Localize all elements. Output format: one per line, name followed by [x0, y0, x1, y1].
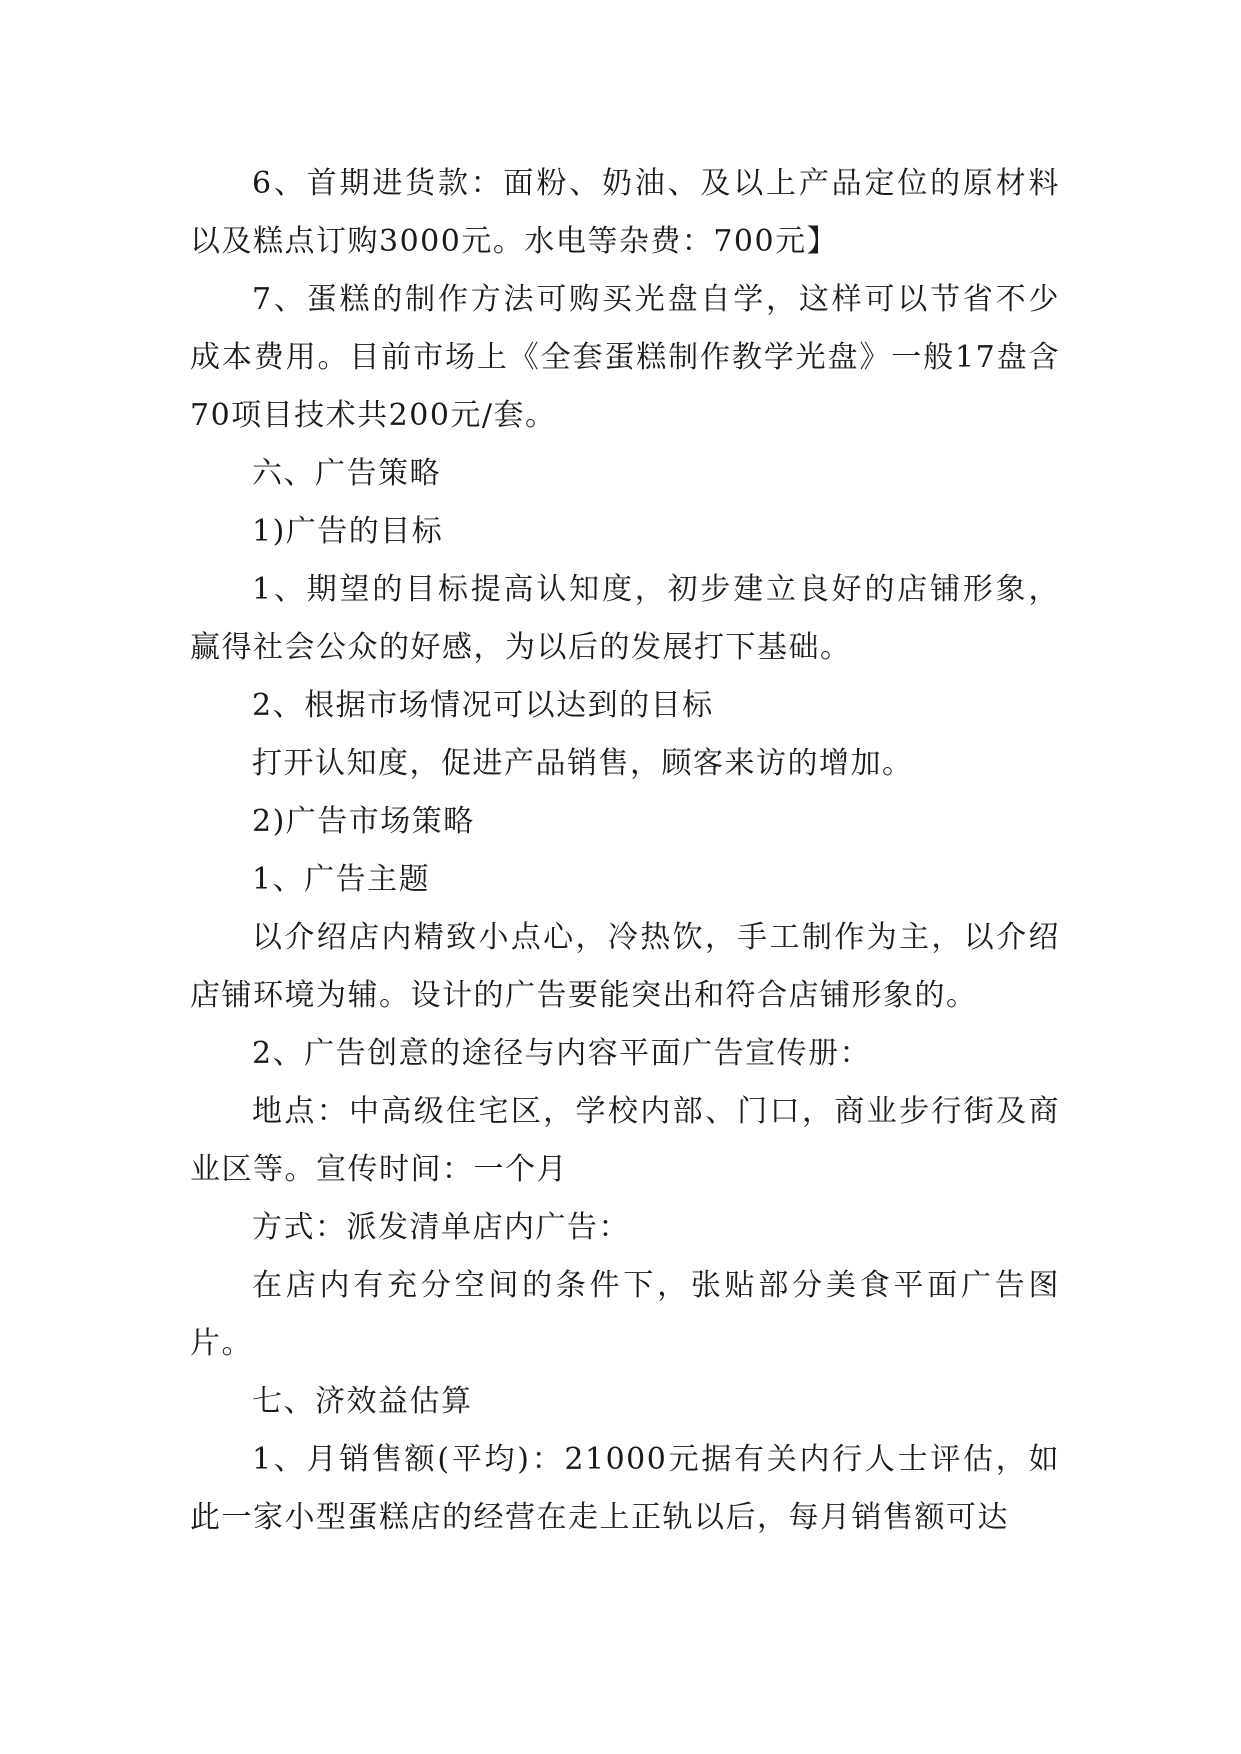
paragraph-market-goal-body: 打开认知度，促进产品销售，顾客来访的增加。: [252, 746, 914, 781]
section-heading-ad-strategy: 六、广告策略: [252, 456, 441, 491]
subheading-ad-goal: 1)广告的目标: [252, 514, 444, 549]
paragraph-ad-instore: 在店内有充分空间的条件下，张贴部分美食平面广告图片。: [190, 1268, 1060, 1361]
paragraph-monthly-sales: 1、月销售额(平均)：21000元据有关内行人士评估，如此一家小型蛋糕店的经营在走上正轨以后，每月销售额可达: [190, 1442, 1060, 1535]
document-page: [190, 155, 1060, 1547]
paragraph-ad-method: 方式：派发清单店内广告：: [252, 1210, 630, 1245]
section-heading-benefit-estimate: 七、济效益估算: [252, 1384, 473, 1419]
subheading-ad-market-strategy: 2)广告市场策略: [252, 804, 475, 839]
paragraph-learning-method: 7、蛋糕的制作方法可购买光盘自学，这样可以节省不少成本费用。目前市场上《全套蛋糕制作教学光盘》一般17盘含70项目技术共200元/套。: [190, 282, 1060, 433]
paragraph-ad-theme-body: 以介绍店内精致小点心，冷热饮，手工制作为主，以介绍店铺环境为辅。设计的广告要能突出和符合店铺形象的。: [190, 920, 1060, 1013]
paragraph-market-goal-title: 2、根据市场情况可以达到的目标: [252, 688, 714, 723]
paragraph-expected-goal: 1、期望的目标提高认知度，初步建立良好的店铺形象，赢得社会公众的好感，为以后的发展打下基础。: [190, 572, 1060, 665]
paragraph-ad-theme-title: 1、广告主题: [252, 862, 431, 897]
paragraph-ad-creative: 2、广告创意的途径与内容平面广告宣传册：: [252, 1036, 872, 1071]
paragraph-purchase-cost: 6、首期进货款：面粉、奶油、及以上产品定位的原材料以及糕点订购3000元。水电等杂费：700元】: [190, 166, 1060, 259]
paragraph-ad-location: 地点：中高级住宅区，学校内部、门口，商业步行街及商业区等。宣传时间：一个月: [190, 1094, 1060, 1187]
